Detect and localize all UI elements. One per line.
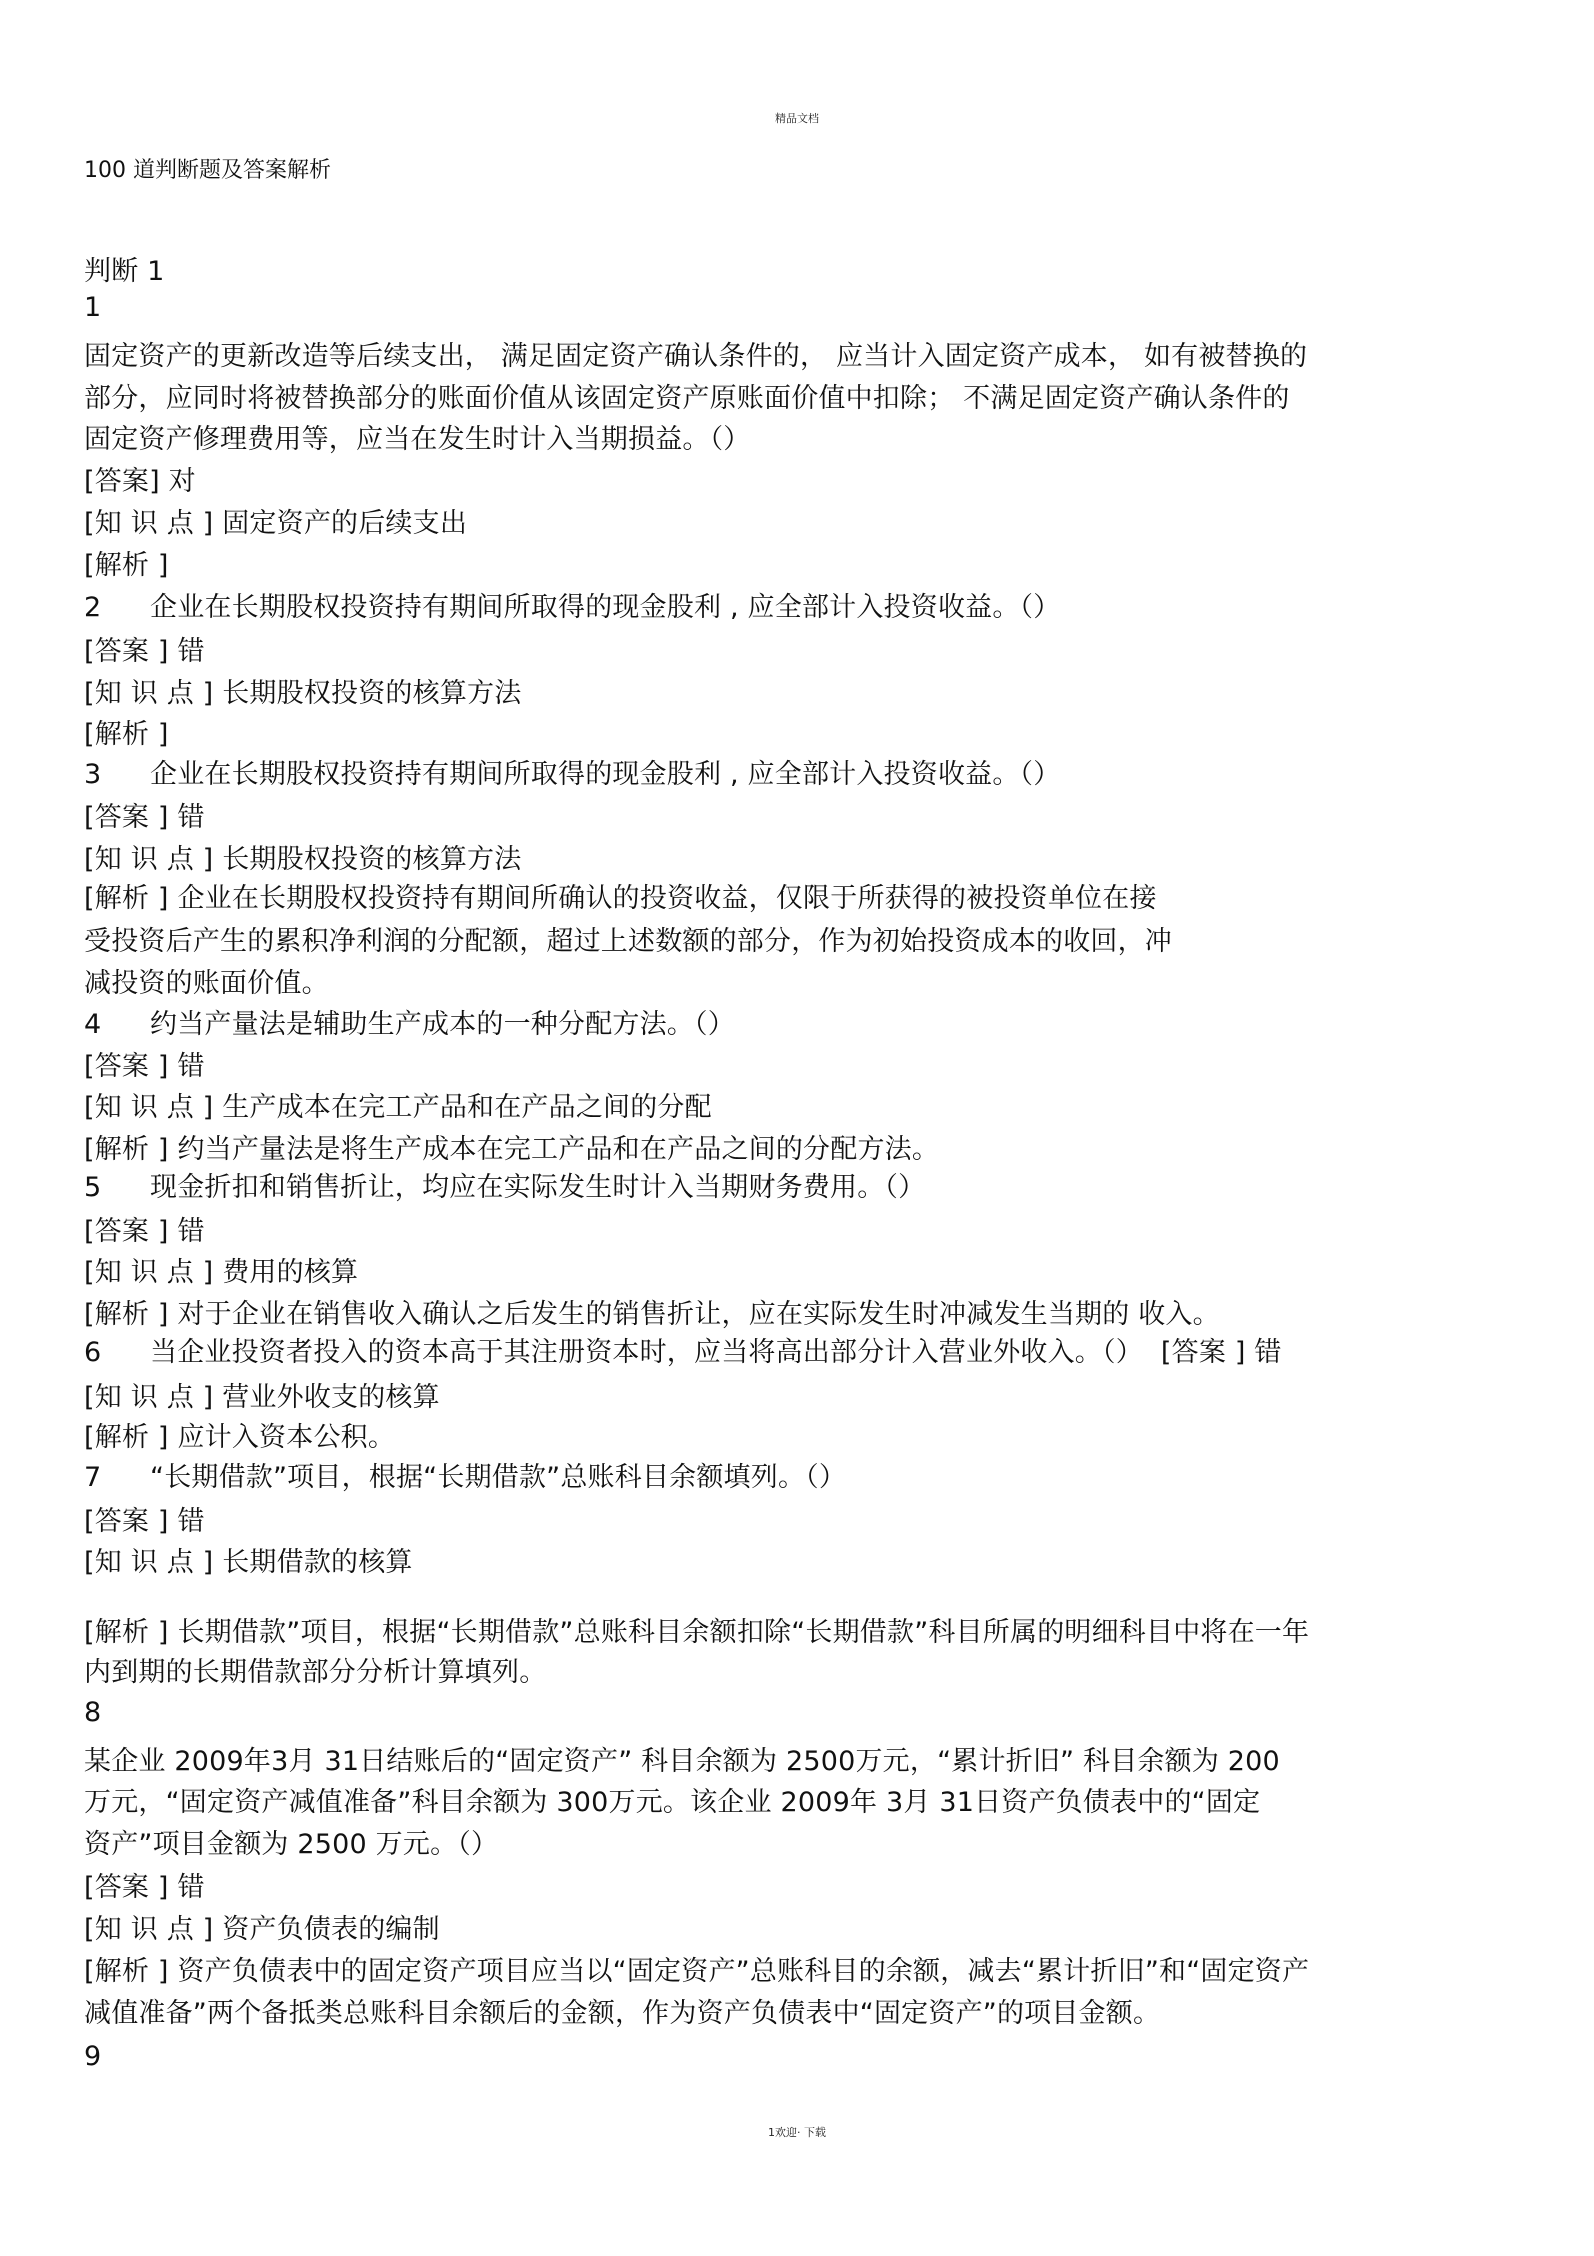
question-text: 企业在长期股权投资持有期间所取得的现金股利 , 应全部计入投资收益。（） — [150, 592, 1061, 623]
answer-value: 错 — [177, 636, 205, 667]
question-line — [84, 1462, 846, 1494]
knowledge-point-line — [84, 1382, 440, 1414]
question-number: 6 — [84, 1337, 102, 1368]
analysis-line — [84, 883, 1157, 915]
answer-label: [答案 ] — [84, 1872, 169, 1903]
analysis-text: 企业在长期股权投资持有期间所确认的投资收益，仅限于所获得的被投资单位在接 — [177, 883, 1157, 914]
question-number: 5 — [84, 1172, 102, 1203]
analysis-label: [解析 ] — [84, 719, 169, 750]
answer-value: 错 — [177, 802, 205, 833]
answer-line — [84, 802, 205, 834]
analysis-label: [解析 ] — [84, 1134, 169, 1165]
question-text: “长期借款”项目，根据“长期借款”总账科目余额填列。（） — [150, 1462, 847, 1493]
knowledge-point-line — [84, 1257, 358, 1289]
analysis-text: 减值准备”两个备抵类总账科目余额后的金额，作为资产负债表中“固定资产”的项目金额。 — [84, 1998, 1161, 2029]
analysis-text: 对于企业在销售收入确认之后发生的销售折让，应在实际发生时冲减发生当期的 收入。 — [177, 1299, 1220, 1330]
answer-value: 错 — [177, 1216, 205, 1247]
answer-label: [答案 ] — [84, 636, 169, 667]
analysis-text: 减投资的账面价值。 — [84, 968, 329, 999]
question-number: 9 — [84, 2041, 102, 2072]
analysis-label: [解析 ] — [84, 1956, 169, 1987]
page-footer: 1欢迎· 下载 — [768, 2126, 826, 2139]
question-line — [84, 759, 1060, 791]
knowledge-label: [知 识 点 ] — [84, 678, 214, 709]
analysis-line — [84, 550, 169, 582]
question-text: 某企业 2009年3月 31日结账后的“固定资产” 科目余额为 2500万元，“累计折旧” 科目余额为 200 — [84, 1746, 1280, 1777]
question-text: 当企业投资者投入的资本高于其注册资本时，应当将高出部分计入营业外收入。（） — [150, 1337, 1143, 1368]
knowledge-value: 长期股权投资的核算方法 — [222, 844, 522, 875]
analysis-label: [解析 ] — [84, 1617, 169, 1648]
question-text: 部分，应同时将被替换部分的账面价值从该固定资产原账面价值中扣除； 不满足固定资产确认条件的 — [84, 383, 1290, 414]
analysis-label: [解析 ] — [84, 1299, 169, 1330]
analysis-line — [84, 719, 169, 751]
question-line — [84, 592, 1060, 624]
knowledge-label: [知 识 点 ] — [84, 844, 214, 875]
answer-label: [答案 ] — [84, 802, 169, 833]
knowledge-point-line — [84, 1547, 413, 1579]
question-number: 1 — [84, 292, 102, 323]
knowledge-point-line — [84, 844, 521, 876]
question-line — [84, 1009, 735, 1041]
answer-line — [84, 636, 205, 668]
answer-label: [答案 ] — [84, 1506, 169, 1537]
question-text: 约当产量法是辅助生产成本的一种分配方法。（） — [150, 1009, 735, 1040]
knowledge-value: 固定资产的后续支出 — [222, 508, 468, 539]
analysis-text: 应计入资本公积。 — [177, 1422, 396, 1453]
answer-label: [答案 ] — [84, 1216, 169, 1247]
answer-value: 错 — [1254, 1337, 1282, 1368]
section-label: 判断 1 — [84, 256, 165, 287]
answer-value: 错 — [177, 1051, 205, 1082]
knowledge-value: 费用的核算 — [222, 1257, 359, 1288]
knowledge-point-line — [84, 1914, 440, 1946]
knowledge-label: [知 识 点 ] — [84, 1257, 214, 1288]
question-line — [84, 1172, 925, 1204]
analysis-text: 资产负债表中的固定资产项目应当以“固定资产”总账科目的余额，减去“累计折旧”和“固定资产 — [177, 1956, 1310, 1987]
analysis-label: [解析 ] — [84, 1422, 169, 1453]
analysis-line — [84, 1617, 1309, 1649]
answer-line — [84, 466, 196, 498]
question-line — [84, 1337, 1282, 1369]
page-header: 精品文档 — [775, 112, 819, 125]
answer-label: [答案 ] — [1160, 1337, 1246, 1368]
question-text: 资产”项目金额为 2500 万元。（） — [84, 1829, 499, 1860]
knowledge-label: [知 识 点 ] — [84, 1547, 214, 1578]
knowledge-label: [知 识 点 ] — [84, 1914, 214, 1945]
question-number: 3 — [84, 759, 102, 790]
analysis-text: 长期借款”项目，根据“长期借款”总账科目余额扣除“长期借款”科目所属的明细科目中将在一年 — [177, 1617, 1310, 1648]
knowledge-value: 长期股权投资的核算方法 — [222, 678, 522, 709]
answer-line — [84, 1216, 205, 1248]
analysis-text: 约当产量法是将生产成本在完工产品和在产品之间的分配方法。 — [177, 1134, 940, 1165]
knowledge-label: [知 识 点 ] — [84, 1382, 214, 1413]
analysis-label: [解析 ] — [84, 883, 169, 914]
knowledge-label: [知 识 点 ] — [84, 508, 214, 539]
analysis-label: [解析 ] — [84, 550, 169, 581]
analysis-line — [84, 1134, 939, 1166]
question-text: 万元，“固定资产减值准备”科目余额为 300万元。该企业 2009年 3月 31日资产负债表中的“固定 — [84, 1787, 1261, 1818]
question-number: 7 — [84, 1462, 102, 1493]
analysis-text: 内到期的长期借款部分分析计算填列。 — [84, 1657, 547, 1688]
answer-label: [答案] — [84, 466, 160, 497]
knowledge-value: 长期借款的核算 — [222, 1547, 413, 1578]
question-text: 企业在长期股权投资持有期间所取得的现金股利 , 应全部计入投资收益。（） — [150, 759, 1061, 790]
question-text: 现金折扣和销售折让，均应在实际发生时计入当期财务费用。（） — [150, 1172, 926, 1203]
question-text: 固定资产修理费用等，应当在发生时计入当期损益。（） — [84, 424, 751, 455]
analysis-text: 受投资后产生的累积净利润的分配额，超过上述数额的部分，作为初始投资成本的收回，冲 — [84, 926, 1172, 957]
answer-value: 对 — [168, 466, 196, 497]
knowledge-point-line — [84, 1092, 712, 1124]
knowledge-value: 营业外收支的核算 — [222, 1382, 440, 1413]
question-number: 8 — [84, 1697, 102, 1728]
knowledge-label: [知 识 点 ] — [84, 1092, 214, 1123]
answer-line — [84, 1506, 205, 1538]
knowledge-point-line — [84, 508, 467, 540]
knowledge-value: 生产成本在完工产品和在产品之间的分配 — [222, 1092, 712, 1123]
analysis-line — [84, 1422, 395, 1454]
answer-label: [答案 ] — [84, 1051, 169, 1082]
analysis-line — [84, 1956, 1309, 1988]
answer-line — [84, 1051, 205, 1083]
knowledge-value: 资产负债表的编制 — [222, 1914, 440, 1945]
document-title: 100 道判断题及答案解析 — [84, 158, 331, 183]
question-number: 2 — [84, 592, 102, 623]
answer-value: 错 — [177, 1506, 205, 1537]
answer-line — [84, 1872, 205, 1904]
question-text: 固定资产的更新改造等后续支出， 满足固定资产确认条件的， 应当计入固定资产成本， 如有被替换的 — [84, 341, 1308, 372]
question-number: 4 — [84, 1009, 102, 1040]
analysis-line — [84, 1299, 1220, 1331]
answer-value: 错 — [177, 1872, 205, 1903]
knowledge-point-line — [84, 678, 521, 710]
